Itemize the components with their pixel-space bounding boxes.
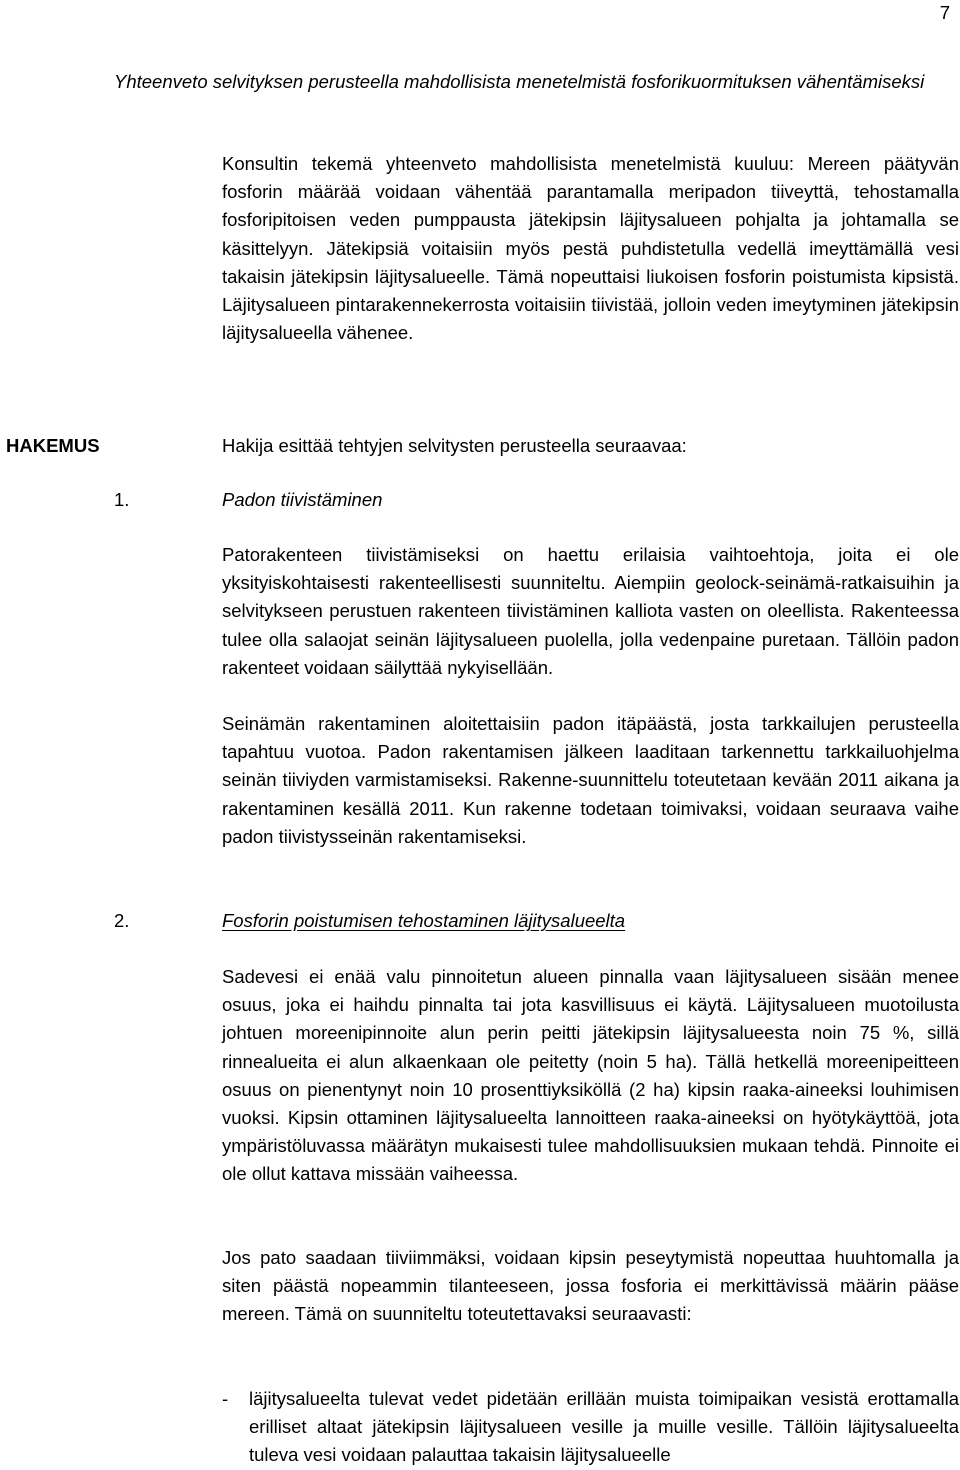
item-number-2: 2.	[114, 910, 130, 931]
item-title-2: Fosforin poistumisen tehostaminen läjitysalueelta	[222, 910, 626, 931]
summary-heading: Yhteenveto selvityksen perusteella mahdollisista menetelmistä fosforikuormituksen vähentämiseksi	[114, 71, 925, 92]
item-1-paragraph-1: Patorakenteen tiivistämiseksi on haettu erilaisia vaihtoehtoja, joita ei ole yksityiskohtaisesti rakenteellisesti suunniteltu. Aiempiin geolock-seinämä-ratkaisuihin ja selvitykseen perustuen rakenteen tiivistäminen kalliota vasten on oleellista. Rakenteessa tulee olla salaojat seinän läjitysalueen puolella, jolla vedenpaine puretaan. Tällöin padon rakenteet voidaan säilyttää nykyisellään.	[222, 544, 959, 678]
item-title-1: Padon tiivistäminen	[222, 489, 383, 510]
summary-paragraph: Konsultin tekemä yhteenveto mahdollisista menetelmistä kuuluu: Mereen päätyvän fosforin määrää voidaan vähentää parantamalla meripadon tiiveyttä, tehostamalla fosforipitoisen veden pumppausta jätekipsin läjitysalueen pohjalta ja johtamalla se käsittelyyn. Jätekipsiä voitaisiin myös pestä puhdistetulla vedellä imeyttämällä vesi takaisin jätekipsin läjitysalueelle. Tämä nopeuttaisi liukoisen fosforin poistumista kipsistä. Läjitysalueen pintarakennekerrosta voitaisiin tiivistää, jolloin veden imeytyminen jätekipsin läjitysalueella vähenee.	[222, 153, 959, 344]
item-1-paragraph-2: Seinämän rakentaminen aloitettaisiin padon itäpäästä, josta tarkkailujen perusteella tapahtuu vuotoa. Padon rakentamisen jälkeen laaditaan tarkennettu tarkkailuohjelma seinän tiiviyden varmistamiseksi. Rakenne-suunnittelu toteutetaan kevään 2011 aikana ja rakentaminen kesällä 2011. Kun rakenne todetaan toimivaksi, voidaan seuraava vaihe padon tiivistysseinän rakentamiseksi.	[222, 713, 959, 847]
item-2-paragraph-1: Sadevesi ei enää valu pinnoitetun alueen pinnalla vaan läjitysalueen sisään menee osuus, joka ei haihdu pinnalta tai jota kasvillisuus ei käytä. Läjitysalueen muotoilusta johtuen moreenipinnoite alun perin peitti jätekipsin läjitysalueesta noin 75 %, sillä rinnealueita ei alun alkaenkaan ole peitetty (noin 5 ha). Tällä hetkellä moreenipeitteen osuus on pienentynyt noin 10 prosenttiyksiköllä (2 ha) kipsin raaka-aineeksi louhimisen vuoksi. Kipsin ottaminen läjitysalueelta lannoitteen raaka-aineeksi on hyötykäyttöä, jota ympäristöluvassa määrätyn mukaisesti tulee mahdollisuuksien mukaan tehdä. Pinnoite ei ole ollut kattava missään vaiheessa.	[222, 966, 959, 1185]
bullet-item: läjitysalueelta tulevat vedet pidetään erillään muista toimipaikan vesistä erottamalla erilliset altaat jätekipsin läjitysalueen vesille ja muille vesille. Tällöin läjitysalueelta tuleva vesi voidaan palauttaa takaisin läjitysalueelle	[249, 1388, 959, 1466]
section-label-hakemus: HAKEMUS	[6, 435, 100, 456]
item-2-paragraph-2: Jos pato saadaan tiiviimmäksi, voidaan kipsin peseytymistä nopeuttaa huuhtomalla ja siten päästä nopeammin tilanteeseen, jossa fosforia ei merkittävissä määrin pääse mereen. Tämä on suunniteltu toteutettavaksi seuraavasti:	[222, 1247, 959, 1325]
bullet-marker: -	[222, 1388, 229, 1409]
section-intro: Hakija esittää tehtyjen selvitysten perusteella seuraavaa:	[222, 435, 687, 456]
page-number: 7	[939, 2, 950, 23]
item-number-1: 1.	[114, 489, 130, 510]
